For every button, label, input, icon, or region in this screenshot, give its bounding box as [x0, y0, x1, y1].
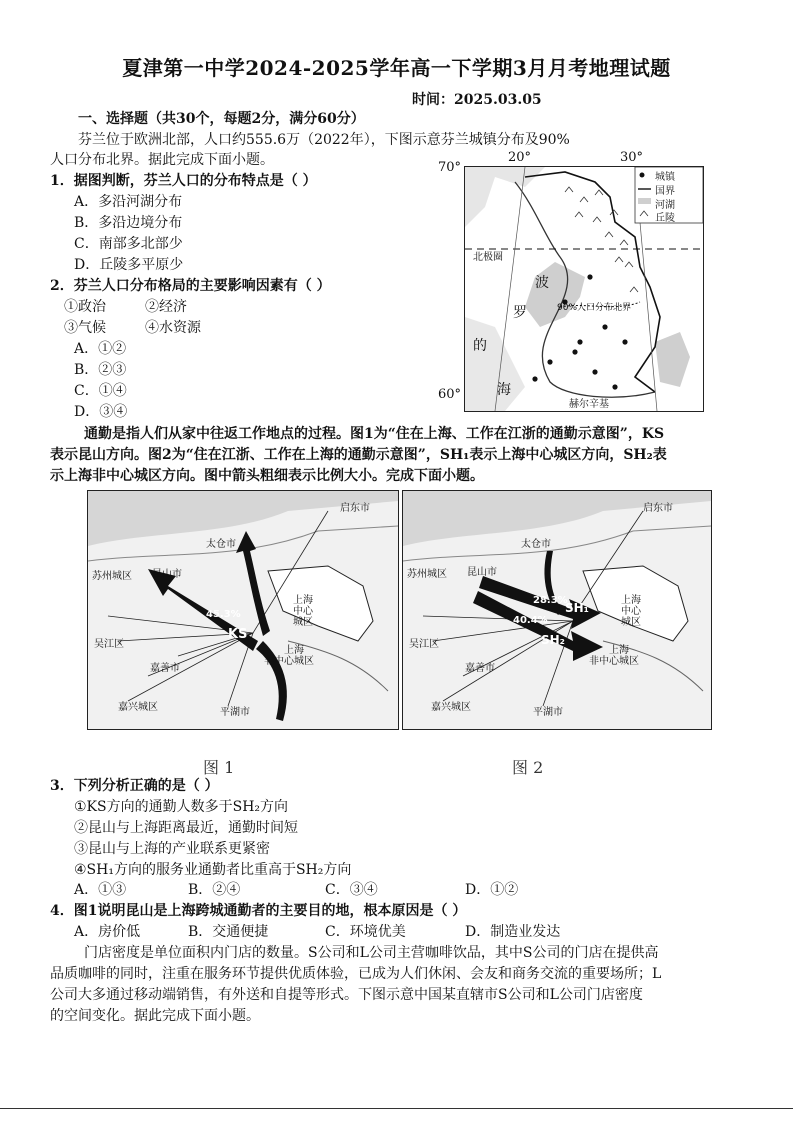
q4-option-d[interactable]: D．制造业发达: [465, 924, 561, 940]
intro2-line2: 表示昆山方向。图2为“住在江浙、工作在上海的通勤示意图”，SH₁表示上海中心城区方向，SH₂表: [50, 447, 667, 463]
q3-stem: 3．下列分析正确的是（ ）: [50, 778, 219, 794]
fig1-kunshan: 昆山市: [152, 569, 182, 580]
fig1-jiashan: 嘉善市: [150, 663, 180, 674]
commute-map-fig1: [87, 490, 399, 730]
fig2-sh-center-3: 城区: [621, 617, 641, 628]
fig2-taicang: 太仓市: [521, 539, 551, 550]
fig2-sh2-label: SH₂: [541, 633, 565, 647]
q1-stem: 1．据图判断，芬兰人口的分布特点是（ ）: [50, 173, 317, 189]
fig1-sh-center-1: 上海: [293, 595, 313, 606]
fig1-pinghu: 平湖市: [220, 707, 250, 718]
fig2-sh-noncenter-2: 非中心城区: [589, 656, 639, 667]
fig1-jiaxing: 嘉兴城区: [118, 702, 158, 713]
q1-option-b[interactable]: B．多沿边境分布: [74, 215, 183, 231]
fig1-suzhou: 苏州城区: [92, 571, 132, 582]
intro3-line3: 公司大多通过移动端销售，有外送和自提等形式。下图示意中国某直辖市S公司和L公司门店密度: [50, 987, 643, 1003]
lat-60-label: 60°: [438, 387, 462, 402]
fig2-percent-1: 28.3%: [533, 595, 568, 606]
intro1-line2: 人口分布北界。据此完成下面小题。: [50, 152, 274, 168]
finland-map: [464, 166, 704, 412]
fig1-percent: 45.3%: [206, 609, 241, 620]
legend-hill: 丘陵: [655, 213, 675, 224]
section-heading: 一、选择题（共30个，每题2分，满分60分）: [78, 111, 365, 127]
fig1-sh-center-2: 中心: [293, 606, 313, 617]
fig2-sh1-label: SH₁: [565, 601, 589, 615]
legend-town: 城镇: [655, 172, 675, 183]
fig1-taicang: 太仓市: [206, 539, 236, 550]
fig2-jiaxing: 嘉兴城区: [431, 702, 471, 713]
fig2-suzhou: 苏州城区: [407, 569, 447, 580]
q2-item-2: ②经济: [145, 299, 187, 315]
sea-label-2: 罗: [513, 305, 527, 321]
q2-item-3: ③气候: [64, 320, 106, 336]
fig2-sh-center-1: 上海: [621, 595, 641, 606]
q3-option-c[interactable]: C．③④: [325, 882, 378, 898]
q3-item-2: ②昆山与上海距离最近，通勤时间短: [74, 820, 298, 836]
fig1-qidong: 启东市: [340, 503, 370, 514]
intro2-line1: 通勤是指人们从家中往返工作地点的过程。图1为“住在上海、工作在江浙的通勤示意图”，KS: [84, 426, 665, 442]
q4-option-c[interactable]: C．环境优美: [325, 924, 406, 940]
q3-item-1: ①KS方向的通勤人数多于SH₂方向: [74, 799, 289, 815]
exam-time: 时间：2025.03.05: [412, 92, 542, 108]
sea-label-4: 海: [497, 382, 511, 398]
commute-map-fig2: [402, 490, 712, 730]
fig2-sh-center-2: 中心: [621, 606, 641, 617]
arctic-circle-label: 北极圈: [473, 252, 503, 263]
fig1-wujiang: 吴江区: [94, 639, 124, 650]
intro1-line1: 芬兰位于欧洲北部，人口约555.6万（2022年），下图示意芬兰城镇分布及90%: [78, 132, 570, 148]
sea-label-1: 波: [535, 275, 549, 291]
sea-label-3: 的: [473, 338, 487, 354]
q2-option-b[interactable]: B．②③: [74, 362, 127, 378]
q2-option-c[interactable]: C．①④: [74, 383, 127, 399]
q2-item-4: ④水资源: [145, 320, 201, 336]
q4-option-a[interactable]: A．房价低: [74, 924, 141, 940]
q3-item-4: ④SH₁方向的服务业通勤者比重高于SH₂方向: [74, 862, 352, 878]
fig1-sh-noncenter-2: 非中心城区: [264, 656, 314, 667]
intro2-line3: 示上海非中心城区方向。图中箭头粗细表示比例大小。完成下面小题。: [50, 468, 484, 484]
intro3-line1: 门店密度是单位面积内门店的数量。S公司和L公司主营咖啡饮品，其中S公司的门店在提供高: [84, 945, 659, 961]
q2-item-1: ①政治: [64, 299, 106, 315]
lon-20-label: 20°: [508, 150, 532, 165]
q2-stem: 2．芬兰人口分布格局的主要影响因素有（ ）: [50, 278, 331, 294]
fig2-kunshan: 昆山市: [467, 567, 497, 578]
lat-70-label: 70°: [438, 160, 462, 175]
fig2-sh-noncenter-1: 上海: [609, 645, 629, 656]
lon-30-label: 30°: [620, 150, 644, 165]
q3-option-b[interactable]: B．②④: [188, 882, 241, 898]
q1-option-d[interactable]: D．丘陵多平原少: [74, 257, 184, 273]
helsinki-label: 赫尔辛基: [569, 399, 609, 410]
legend-border: 国界: [655, 186, 675, 197]
fig1-sh-center-3: 城区: [293, 617, 313, 628]
fig2-pinghu: 平湖市: [533, 707, 563, 718]
fig1-ks-label: KS: [228, 627, 248, 642]
q3-option-d[interactable]: D．①②: [465, 882, 519, 898]
q2-option-d[interactable]: D．③④: [74, 404, 128, 420]
population-boundary-label: 90%人口分布北界: [557, 303, 632, 313]
q1-option-c[interactable]: C．南部多北部少: [74, 236, 183, 252]
intro3-line2: 品质咖啡的同时，注重在服务环节提供优质体验，已成为人们休闲、会友和商务交流的重要场所；L: [50, 966, 662, 982]
q4-stem: 4．图1说明昆山是上海跨城通勤者的主要目的地，根本原因是（ ）: [50, 903, 467, 919]
fig2-jiashan: 嘉善市: [465, 663, 495, 674]
fig1-caption: 图 1: [203, 758, 235, 777]
q4-option-b[interactable]: B．交通便捷: [188, 924, 269, 940]
page-title: 夏津第一中学2024-2025学年高一下学期3月月考地理试题: [122, 56, 671, 80]
q3-option-a[interactable]: A．①③: [74, 882, 127, 898]
fig1-sh-noncenter-1: 上海: [284, 645, 304, 656]
page-bottom-rule: [0, 1108, 793, 1109]
q2-option-a[interactable]: A．①②: [74, 341, 127, 357]
q1-option-a[interactable]: A．多沿河湖分布: [74, 194, 183, 210]
fig2-qidong: 启东市: [643, 503, 673, 514]
legend-lake: 河湖: [655, 200, 675, 211]
fig2-wujiang: 吴江区: [409, 639, 439, 650]
fig2-caption: 图 2: [512, 758, 544, 777]
intro3-line4: 的空间变化。据此完成下面小题。: [50, 1008, 260, 1024]
q3-item-3: ③昆山与上海的产业联系更紧密: [74, 841, 270, 857]
fig2-percent-2: 40.4%: [513, 615, 548, 626]
